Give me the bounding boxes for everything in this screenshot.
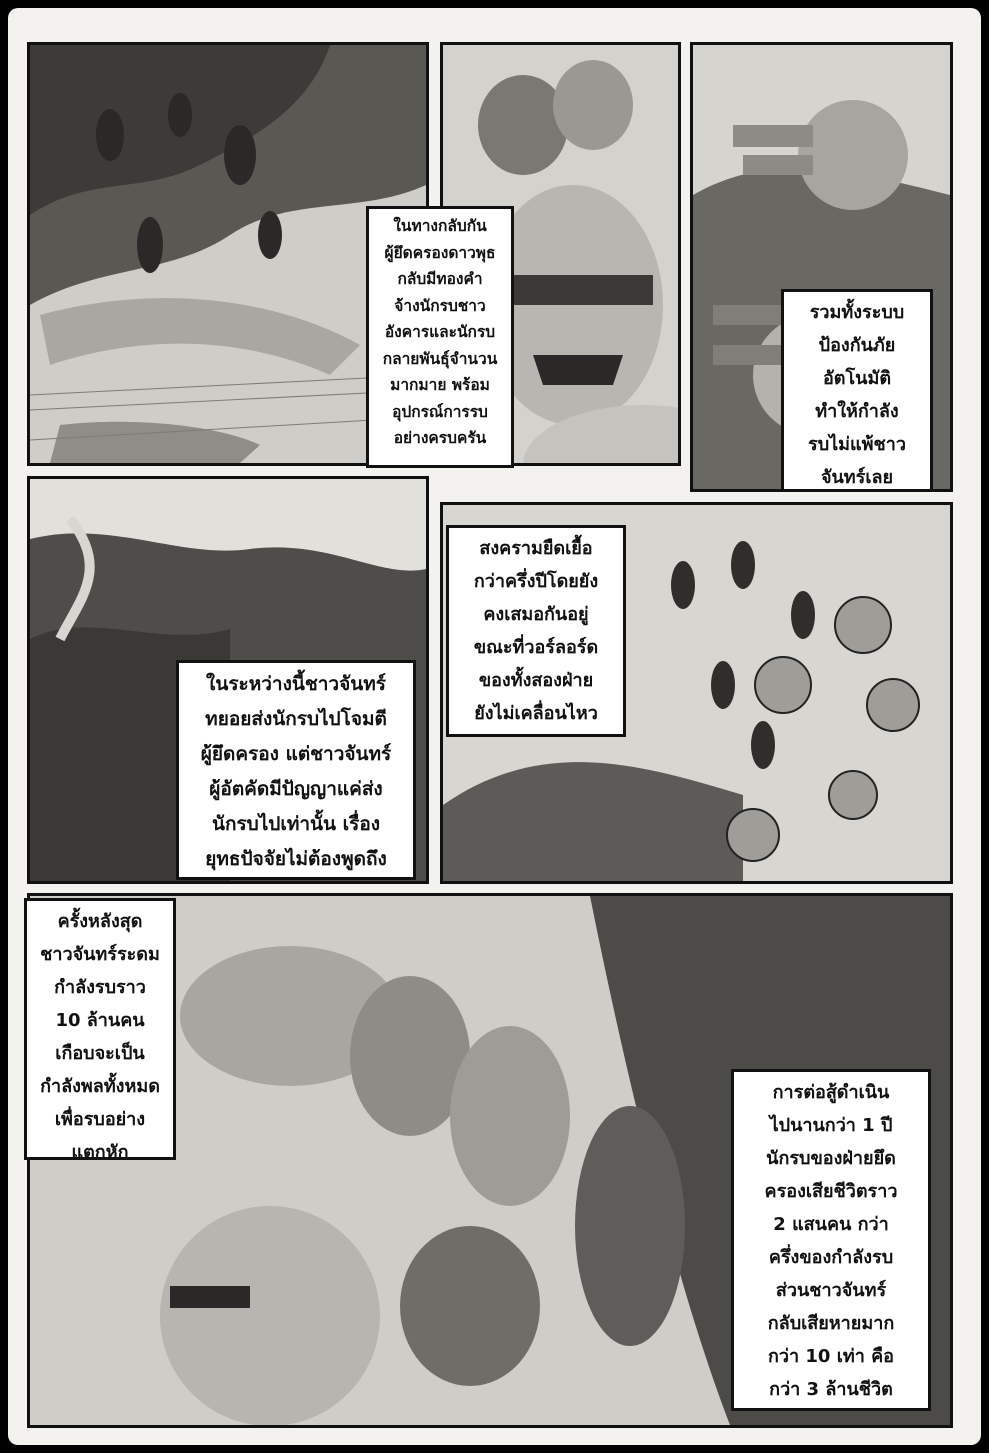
caption-war-stalemate: สงครามยืดเยื้อ กว่าครึ่งปีโดยยัง คงเสมอกันอยู่ ขณะที่วอร์ลอร์ด ของทั้งสองฝ่าย ยังไม่เคลื่อนไหว (446, 525, 626, 737)
caption-casualties: การต่อสู้ดำเนิน ไปนานกว่า 1 ปี นักรบของฝ่ายยึด ครองเสียชีวิตราว 2 แสนคน กว่า ครึ่งของกำลังรบ ส่วนชาวจันทร์ กลับเสียหายมาก กว่า 10 เท่า คือ กว่า 3 ล้านชีวิต (731, 1069, 931, 1411)
caption-mercury-rulers: ในทางกลับกัน ผู้ยึดครองดาวพุธ กลับมีทองคำ จ้างนักรบชาว อังคารและนักรบ กลายพันธุ์จำนวน มากมาย พร้อม อุปกรณ์การรบ อย่างครบครัน (366, 206, 514, 468)
caption-final-mobilization: ครั้งหลังสุด ชาวจันทร์ระดม กำลังรบราว 10 ล้านคน เกือบจะเป็น กำลังพลทั้งหมด เพื่อรบอย่าง แตกหัก (24, 898, 176, 1160)
caption-auto-defense: รวมทั้งระบบ ป้องกันภัย อัตโนมัติ ทำให้กำลัง รบไม่แพ้ชาว จันทร์เลย (781, 289, 933, 492)
caption-moon-people-attack: ในระหว่างนี้ชาวจันทร์ ทยอยส่งนักรบไปโจมตี ผู้ยึดครอง แต่ชาวจันทร์ ผู้อัตคัดมีปัญญาแค่ส่ง นักรบไปเท่านั้น เรื่อง ยุทธปัจจัยไม่ต้องพูดถึง (176, 660, 416, 880)
